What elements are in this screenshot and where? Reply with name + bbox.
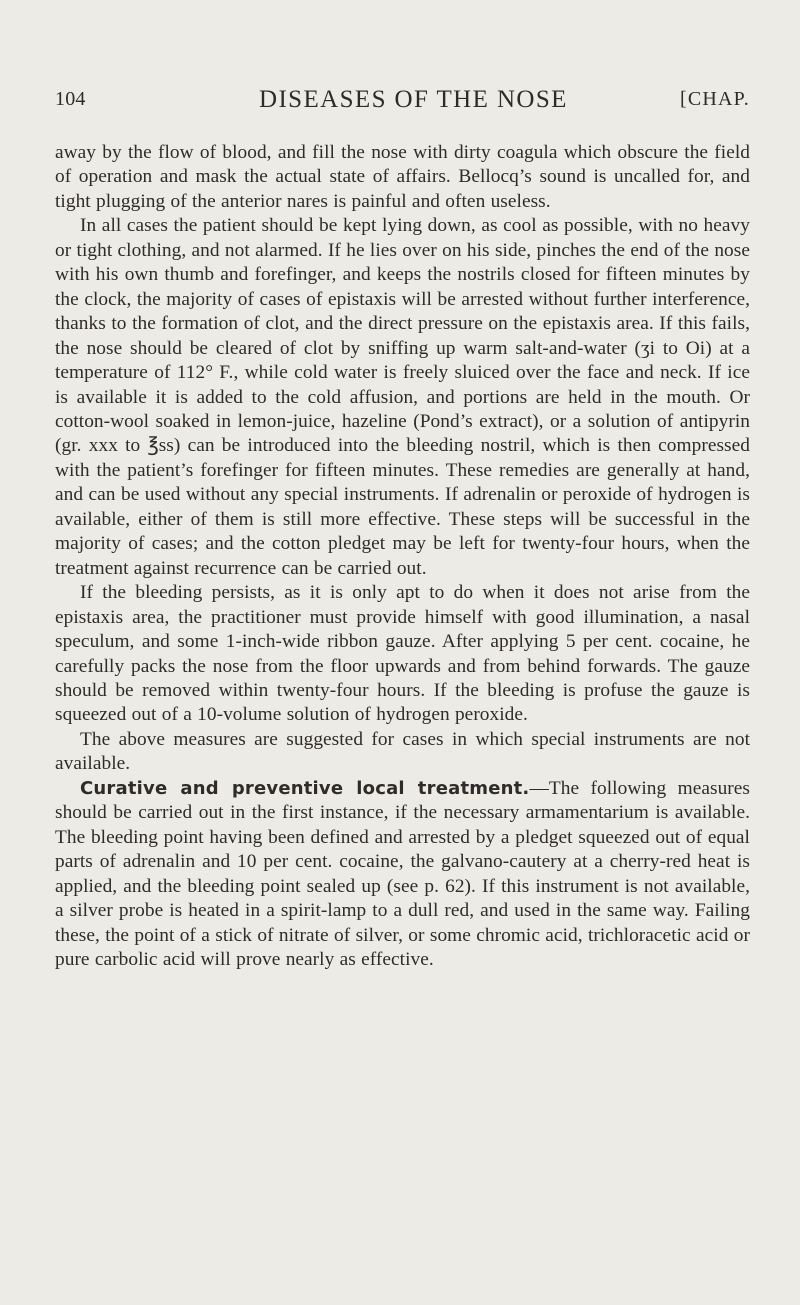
paragraph-text: If the bleeding persists, as it is only apt to do when it does not arise from the epistaxis area, the practitioner must provide himself with good illumination, a nasal speculum, and some 1-inch-wide ribbon gauze. After applying 5 per cent. cocaine, he carefully packs the nose from the floor upwards and from behind forwards. The gauze should be removed within twenty-four hours. If the bleeding is profuse the gauze is squeezed out of a 10-volume solution of hydrogen peroxide.: [55, 582, 750, 726]
section-lead-in: Curative and preventive local treatment.: [80, 777, 530, 799]
chapter-label: [CHAP.: [680, 88, 750, 110]
paragraph-persistent-bleeding: [55, 581, 750, 728]
paragraph-note: [55, 728, 750, 777]
running-title: DISEASES OF THE NOSE: [259, 86, 568, 113]
paragraph-text: away by the flow of blood, and fill the nose with dirty coagula which obscure the field of operation and mask the actual state of affairs. Bellocq’s sound is uncalled for, and tight plugging of the anterior nares is painful and often useless.: [55, 142, 750, 212]
paragraph-continuation: [55, 141, 750, 214]
page-number: 104: [55, 88, 86, 110]
running-header: [55, 86, 750, 116]
paragraph-curative-treatment: [55, 777, 750, 973]
paragraph-text: —The following measures should be carried out in the first instance, if the necessary armamentarium is available. The bleeding point having been defined and arrested by a pledget squeezed out of equal parts of adrenalin and 10 per cent. cocaine, the galvano-cautery at a cherry-red heat is applied, and the bleeding point sealed up (see p. 62). If this instrument is not available, a silver probe is heated in a spirit-lamp to a dull red, and used in the same way. Failing these, the point of a stick of nitrate of silver, or some chromic acid, trichloracetic acid or pure carbolic acid will prove nearly as effective.: [55, 777, 751, 970]
paragraph-first-aid: [55, 214, 750, 581]
paragraph-text: In all cases the patient should be kept lying down, as cool as possible, with no heavy or tight clothing, and not alarmed. If he lies over on his side, pinches the end of the nose with his own thumb and forefinger, and keeps the nostrils closed for fifteen minutes by the clock, the majority of cases of epistaxis will be arrested without further interference, thanks to the formation of clot, and the direct pressure on the epistaxis area. If this fails, the nose should be cleared of clot by sniffing up warm salt-and-water (ʒi to Oi) at a temperature of 112° F., while cold water is freely sluiced over the face and neck. If ice is available it is added to the cold affusion, and portions are held in the mouth. Or cotton-wool soaked in lemon-juice, hazeline (Pond’s extract), or a solution of antipyrin (gr. xxx to ℥ss) can be introduced into the bleeding nostril, which is then compressed with the patient’s forefinger for fifteen minutes. These remedies are generally at hand, and can be used without any special instruments. If adrenalin or peroxide of hydrogen is available, either of them is still more effective. These steps will be successful in the majority of cases; and the cotton pledget may be left for twenty-four hours, when the treatment against recurrence can be carried out.: [55, 215, 750, 579]
body-text: [55, 141, 750, 972]
paragraph-text: The above measures are suggested for cases in which special instruments are not available.: [55, 728, 750, 775]
